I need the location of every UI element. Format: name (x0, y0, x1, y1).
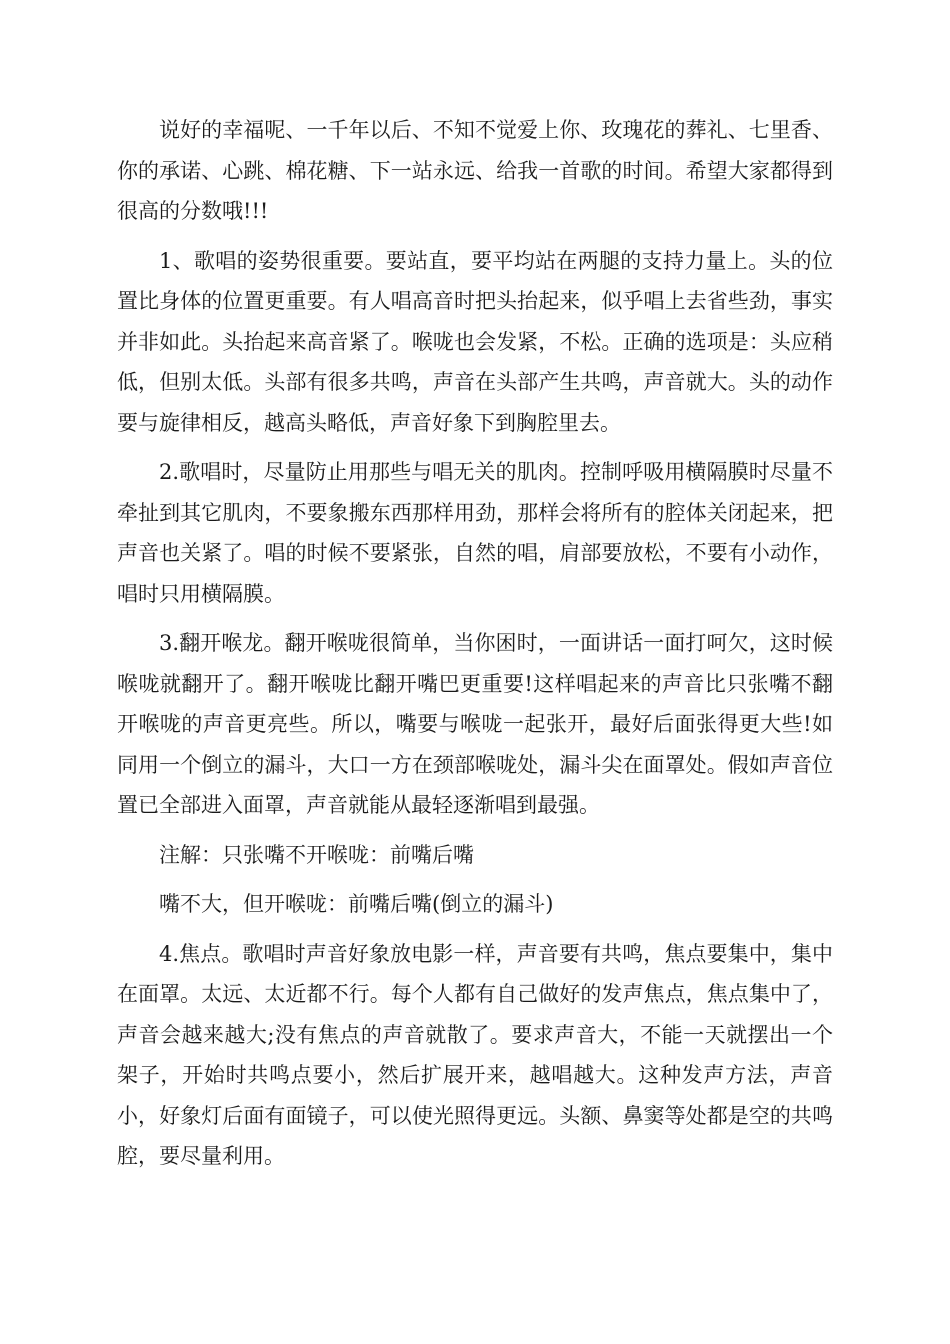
paragraph-note-1: 注解：只张嘴不开喉咙：前嘴后嘴 (159, 842, 474, 867)
paragraph-posture: 1、歌唱的姿势很重要。要站直，要平均站在两腿的支持力量上。头的位置比身体的位置更重要。有人唱高音时把头抬起来，似乎唱上去省些劲，事实并非如此。头抬起来高音紧了。喉咙也会发紧，不松。正确的选项是：头应稍低，但别太低。头部有很多共鸣，声音在头部产生共鸣，声音就大。头的动作要与旋律相反，越高头略低，声音好象下到胸腔里去。 (117, 248, 833, 435)
document-body (117, 110, 833, 1186)
paragraph-throat: 3.翻开喉龙。翻开喉咙很简单，当你困时，一面讲话一面打呵欠，这时候喉咙就翻开了。翻开喉咙比翻开嘴巴更重要!这样唱起来的声音比只张嘴不翻开喉咙的声音更亮些。所以，嘴要与喉咙一起张开，最好后面张得更大些!如同用一个倒立的漏斗，大口一方在颈部喉咙处，漏斗尖在面罩处。假如声音位置已全部进入面罩，声音就能从最轻逐渐唱到最强。 (117, 631, 833, 817)
paragraph-note-2: 嘴不大，但开喉咙：前嘴后嘴(倒立的漏斗) (159, 892, 554, 916)
paragraph-muscles: 2.歌唱时，尽量防止用那些与唱无关的肌肉。控制呼吸用横隔膜时尽量不牵扯到其它肌肉，不要象搬东西那样用劲，那样会将所有的腔体关闭起来，把声音也关紧了。唱的时候不要紧张，自然的唱，肩部要放松，不要有小动作，唱时只用横隔膜。 (117, 460, 833, 606)
paragraph-focus: 4.焦点。歌唱时声音好象放电影一样，声音要有共鸣，焦点要集中，集中在面罩。太远、太近都不行。每个人都有自己做好的发声焦点，焦点集中了，声音会越来越大;没有焦点的声音就散了。要求声音大，不能一天就摆出一个架子，开始时共鸣点要小，然后扩展开来，越唱越大。这种发声方法，声音小，好象灯后面有面镜子，可以使光照得更远。头额、鼻窦等处都是空的共鸣腔，要尽量利用。 (117, 941, 833, 1168)
paragraph-intro: 说好的幸福呢、一千年以后、不知不觉爱上你、玫瑰花的葬礼、七里香、你的承诺、心跳、棉花糖、下一站永远、给我一首歌的时间。希望大家都得到很高的分数哦!!! (117, 118, 833, 223)
